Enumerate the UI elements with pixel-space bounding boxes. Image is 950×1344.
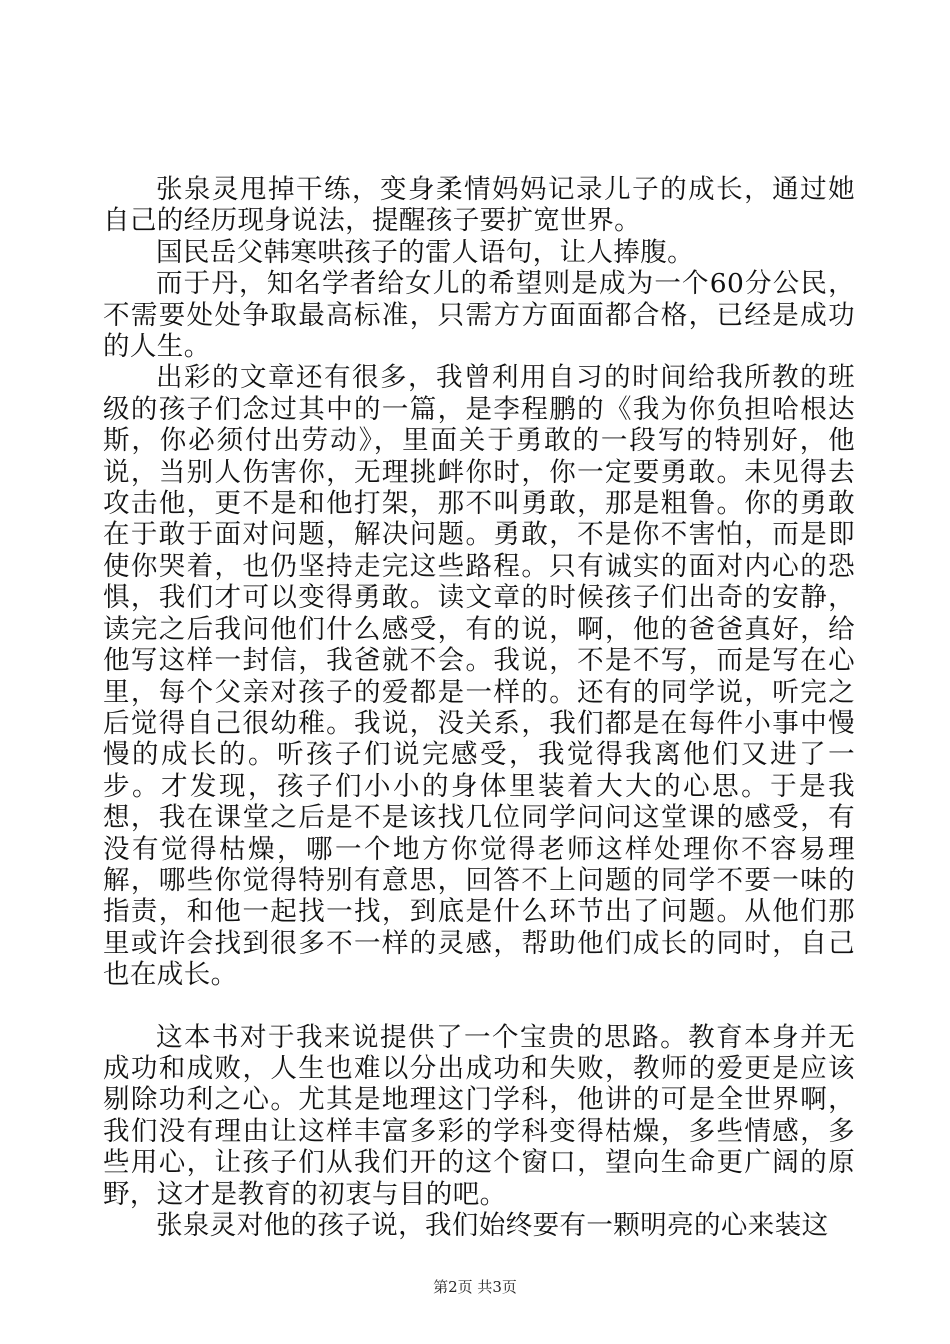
paragraph-han-han: 国民岳父韩寒哄孩子的雷人语句，让人捧腹。 xyxy=(156,236,694,268)
paragraph-spacer xyxy=(103,991,855,1022)
paragraph-reflection: 这本书对于我来说提供了一个宝贵的思路。教育本身并无成功和成败，人生也难以分出成功和失败，教师的爱更是应该剔除功利之心。尤其是地理这门学科，他讲的可是全世界啊，我们没有理由让这样丰富多彩的学科变得枯燥，多些情感，多些用心，让孩子们从我们开的这个窗口，望向生命更广阔的原野，这才是教育的初衷与目的吧。 xyxy=(103,1021,855,1210)
paragraph-closing-fragment: 张泉灵对他的孩子说，我们始终要有一颗明亮的心来装这 xyxy=(156,1210,829,1241)
document-body xyxy=(103,174,855,1241)
paragraph-reading-article: 出彩的文章还有很多，我曾利用自习的时间给我所教的班级的孩子们念过其中的一篇，是李程鹏的《我为你负担哈根达斯，你必须付出劳动》，里面关于勇敢的一段写的特别好，他说，当别人伤害你，无理挑衅你时，你一定要勇敢。未见得去攻击他，更不是和他打架，那不叫勇敢，那是粗鲁。你的勇敢在于敢于面对问题，解决问题。勇敢，不是你不害怕，而是即使你哭着，也仍坚持走完这些路程。只有诚实的面对内心的恐惧，我们才可以变得勇敢。读文章的时候孩子们出奇的安静，读完之后我问他们什么感受，有的说，啊，他的爸爸真好，给他写这样一封信，我爸就不会。我说，不是不写，而是写在心里，每个父亲对孩子的爱都是一样的。还有的同学说，听完之后觉得自己很幼稚。我说，没关系，我们都是在每件小事中慢慢的成长的。听孩子们说完感受，我觉得我离他们又进了一步。才发现，孩子们小小的身体里装着大大的心思。于是我想，我在课堂之后是不是该找几位同学问问这堂课的感受，有没有觉得枯燥，哪一个地方你觉得老师这样处理你不容易理解，哪些你觉得特别有意思，回答不上问题的同学不要一味的指责，和他一起找一找，到底是什么环节出了问题。从他们那里或许会找到很多不一样的灵感，帮助他们成长的同时，自己也在成长。 xyxy=(103,362,855,991)
paragraph-yu-dan: 而于丹，知名学者给女儿的希望则是成为一个60分公民，不需要处处争取最高标准，只需方方面面都合格，已经是成功的人生。 xyxy=(103,268,855,363)
page-number-footer: 第2页 共3页 xyxy=(433,1278,517,1296)
paragraph-zhang-quanling: 张泉灵甩掉干练，变身柔情妈妈记录儿子的成长，通过她自己的经历现身说法，提醒孩子要扩宽世界。 xyxy=(103,174,855,237)
